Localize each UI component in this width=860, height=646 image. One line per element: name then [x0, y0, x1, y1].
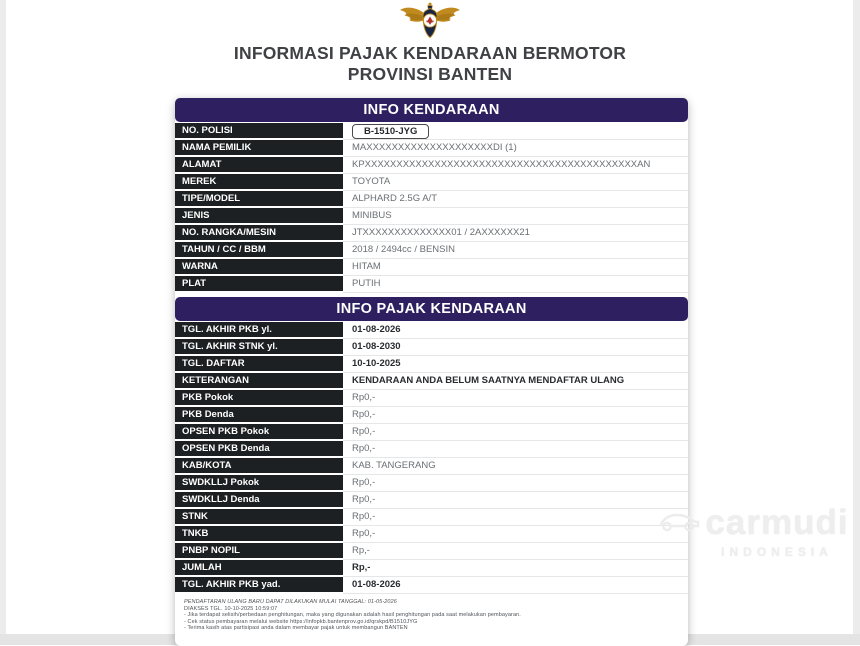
row-label: PKB Denda [175, 407, 343, 424]
table-row [175, 373, 688, 390]
footnote-line: - Cek status pembayaran melalui website https://infopkb.bantenprov.go.id/qrskpd/B1510JYG [184, 618, 418, 625]
footnotes [175, 594, 688, 640]
table-row [175, 526, 688, 543]
row-value: Rp0,- [343, 441, 688, 458]
section-banner: INFO KENDARAAN [175, 98, 688, 122]
row-value: PUTIH [343, 276, 688, 293]
table-row [175, 191, 688, 208]
row-value: 10-10-2025 [343, 356, 688, 373]
row-label: TGL. AKHIR PKB yad. [175, 577, 343, 594]
footnote-line: - Jika terdapat selisih/perbedaan penghitungan, maka yang digunakan adalah hasil penghitungan pada saat melakukan pembayaran. [184, 612, 521, 619]
watermark-subtext: INDONESIA [721, 545, 833, 559]
photo-edge-left [0, 0, 6, 645]
row-label: TIPE/MODEL [175, 191, 343, 208]
table-row [175, 356, 688, 373]
row-value: Rp,- [343, 543, 688, 560]
table-row [175, 208, 688, 225]
table-row [175, 407, 688, 424]
row-label: ALAMAT [175, 157, 343, 174]
row-label: NO. POLISI [175, 123, 343, 140]
row-value: JTXXXXXXXXXXXXXX01 / 2AXXXXXX21 [343, 225, 688, 242]
row-value: Rp,- [343, 560, 688, 577]
table-row [175, 225, 688, 242]
table-row [175, 259, 688, 276]
table-row [175, 441, 688, 458]
footnote-line: DIAKSES TGL. 10-10-2025 10:59:07 [184, 605, 278, 612]
table-row [175, 157, 688, 174]
watermark-brand-text: carmudi [705, 503, 849, 542]
row-value: Rp0,- [343, 492, 688, 509]
row-value: HITAM [343, 259, 688, 276]
table-row [175, 322, 688, 339]
footnote-line: PENDAFTARAN ULANG BARU DAPAT DILAKUKAN MULAI TANGGAL: 01-05-2026 [184, 599, 397, 605]
table-row [175, 543, 688, 560]
table-row [175, 475, 688, 492]
row-value: Rp0,- [343, 407, 688, 424]
table-row [175, 339, 688, 356]
table-row [175, 492, 688, 509]
row-label: KAB/KOTA [175, 458, 343, 475]
license-plate-badge: B-1510-JYG [352, 124, 429, 139]
row-label: TNKB [175, 526, 343, 543]
row-label: PLAT [175, 276, 343, 293]
row-label: SWDKLLJ Pokok [175, 475, 343, 492]
row-label: STNK [175, 509, 343, 526]
row-label: NAMA PEMILIK [175, 140, 343, 157]
row-label: NO. RANGKA/MESIN [175, 225, 343, 242]
table-row [175, 424, 688, 441]
korlantas-polri-emblem-icon [0, 0, 860, 43]
table-row [175, 140, 688, 157]
photo-edge-right [853, 0, 860, 645]
table-row [175, 560, 688, 577]
row-label: TGL. AKHIR PKB yl. [175, 322, 343, 339]
row-value: 2018 / 2494cc / BENSIN [343, 242, 688, 259]
row-value: 01-08-2026 [343, 577, 688, 594]
row-value: Rp0,- [343, 526, 688, 543]
table-row [175, 577, 688, 594]
info-card [175, 98, 688, 646]
row-label: PKB Pokok [175, 390, 343, 407]
card-sections [175, 98, 688, 594]
row-label: OPSEN PKB Pokok [175, 424, 343, 441]
row-label: WARNA [175, 259, 343, 276]
row-label: OPSEN PKB Denda [175, 441, 343, 458]
row-value: KPXXXXXXXXXXXXXXXXXXXXXXXXXXXXXXXXXXXXXXXXXXXAN [343, 157, 688, 174]
row-value: Rp0,- [343, 424, 688, 441]
row-label: SWDKLLJ Denda [175, 492, 343, 509]
section-banner: INFO PAJAK KENDARAAN [175, 297, 688, 321]
row-label: KETERANGAN [175, 373, 343, 390]
page-header [0, 0, 860, 85]
row-label: TAHUN / CC / BBM [175, 242, 343, 259]
row-value: Rp0,- [343, 390, 688, 407]
row-value: MINIBUS [343, 208, 688, 225]
table-row [175, 174, 688, 191]
row-value: TOYOTA [343, 174, 688, 191]
row-label: TGL. DAFTAR [175, 356, 343, 373]
row-value: Rp0,- [343, 509, 688, 526]
row-label: TGL. AKHIR STNK yl. [175, 339, 343, 356]
table-row [175, 509, 688, 526]
row-label: JUMLAH [175, 560, 343, 577]
table-row [175, 123, 688, 140]
table-row [175, 276, 688, 293]
page-title-line2: PROVINSI BANTEN [347, 64, 513, 84]
table-row [175, 390, 688, 407]
table-row [175, 242, 688, 259]
row-label: PNBP NOPIL [175, 543, 343, 560]
row-label: MEREK [175, 174, 343, 191]
row-value: 01-08-2026 [343, 322, 688, 339]
row-value: KENDARAAN ANDA BELUM SAATNYA MENDAFTAR ULANG [343, 373, 688, 390]
row-value: MAXXXXXXXXXXXXXXXXXXXXDI (1) [343, 140, 688, 157]
row-value: ALPHARD 2.5G A/T [343, 191, 688, 208]
row-value: Rp0,- [343, 475, 688, 492]
row-value: 01-08-2030 [343, 339, 688, 356]
table-row [175, 458, 688, 475]
footnote-line: - Terima kasih atas partisipasi anda dalam membayar pajak untuk membangun BANTEN [184, 625, 408, 632]
row-value [343, 123, 688, 140]
row-label: JENIS [175, 208, 343, 225]
row-value: KAB. TANGERANG [343, 458, 688, 475]
page-title-line1: INFORMASI PAJAK KENDARAAN BERMOTOR [233, 43, 627, 63]
